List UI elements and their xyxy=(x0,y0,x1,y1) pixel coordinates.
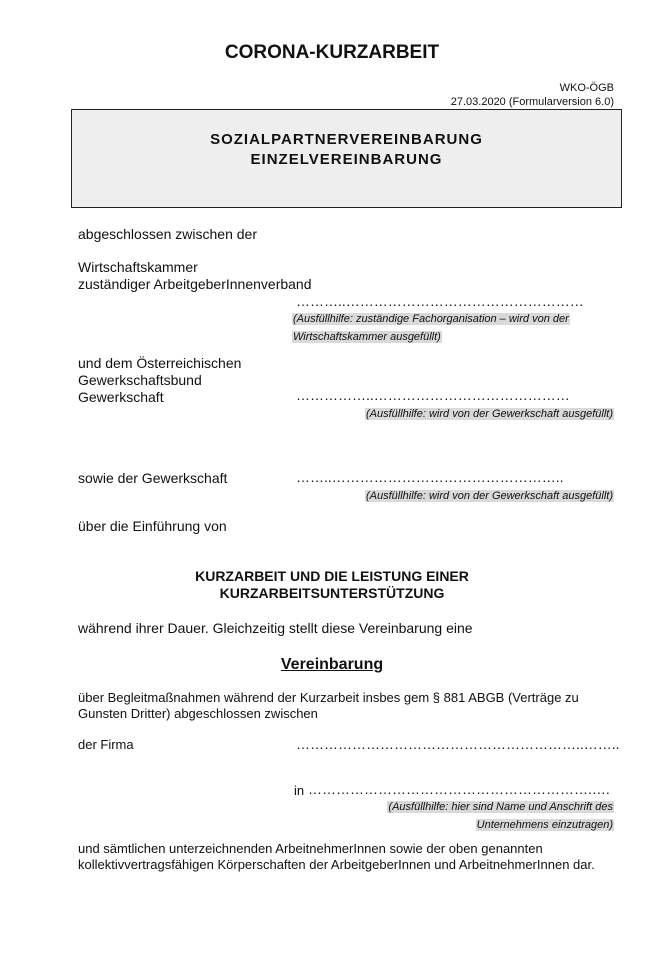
party2-line2: Gewerkschaftsbund xyxy=(78,372,202,388)
party1-hint-line2: Wirtschaftskammer ausgefüllt) xyxy=(293,331,441,343)
agreement-heading: Vereinbarung xyxy=(280,656,384,673)
box-title-line1: SOZIALPARTNERVEREINBARUNG xyxy=(210,131,483,148)
party1-hint xyxy=(292,309,614,345)
about-text: über die Einführung von xyxy=(78,518,227,534)
location-field[interactable]: …………………………………………………….…. xyxy=(308,781,610,797)
firm-hint-line2: Unternehmens einzutragen) xyxy=(476,819,613,831)
closing-line2: kollektivvertragsfähigen Körperschaften der ArbeitgeberInnen und ArbeitnehmerInnen dar. xyxy=(78,857,595,872)
form-organization: WKO-ÖGB xyxy=(559,82,614,94)
box-title-line2: EINZELVEREINBARUNG xyxy=(250,151,443,168)
party1-line1: Wirtschaftskammer xyxy=(78,259,198,275)
measures-line2: Gunsten Dritter) abgeschlossen zwischen xyxy=(78,706,318,721)
party2-fill-field[interactable]: ……………..…………………………………… xyxy=(296,387,570,403)
party3-hint-text: (Ausfüllhilfe: wird von der Gewerkschaft ausgefüllt) xyxy=(366,490,613,502)
measures-line1: über Begleitmaßnahmen während der Kurzarbeit insbes gem § 881 ABGB (Verträge zu xyxy=(78,690,579,705)
party1-fill-field[interactable]: ………..…………………………………………… xyxy=(296,293,584,309)
subject-line1: KURZARBEIT UND DIE LEISTUNG EINER xyxy=(195,568,469,584)
party3-label: sowie der Gewerkschaft xyxy=(78,470,228,486)
document-title: CORONA-KURZARBEIT xyxy=(224,42,440,63)
firm-hint xyxy=(387,797,614,833)
firm-name-field[interactable]: ……………………………………………………..…….. xyxy=(296,736,620,752)
firm-hint-line1: (Ausfüllhilfe: hier sind Name und Anschrift des xyxy=(388,801,613,813)
party1-line2: zuständiger ArbeitgeberInnenverband xyxy=(78,276,312,292)
firm-label: der Firma xyxy=(78,737,134,752)
party1-hint-line1: (Ausfüllhilfe: zuständige Fachorganisation – wird von der xyxy=(293,313,569,325)
agreement-type-box xyxy=(71,109,622,208)
subject-line2: KURZARBEITSUNTERSTÜTZUNG xyxy=(219,585,445,601)
closing-line1: und sämtlichen unterzeichnenden ArbeitnehmerInnen sowie der oben genannten xyxy=(78,841,543,856)
party3-fill-field[interactable]: ……..………………………………………….. xyxy=(296,469,564,485)
party3-hint xyxy=(365,486,614,504)
party2-line1: und dem Österreichischen xyxy=(78,355,242,371)
intro-text: abgeschlossen zwischen der xyxy=(78,226,257,242)
form-version: 27.03.2020 (Formularversion 6.0) xyxy=(450,96,614,108)
during-text: während ihrer Dauer. Gleichzeitig stellt diese Vereinbarung eine xyxy=(78,620,473,636)
location-label: in xyxy=(294,783,305,798)
party2-hint xyxy=(365,404,614,422)
party2-hint-text: (Ausfüllhilfe: wird von der Gewerkschaft ausgefüllt) xyxy=(366,408,613,420)
party2-line3: Gewerkschaft xyxy=(78,389,164,405)
